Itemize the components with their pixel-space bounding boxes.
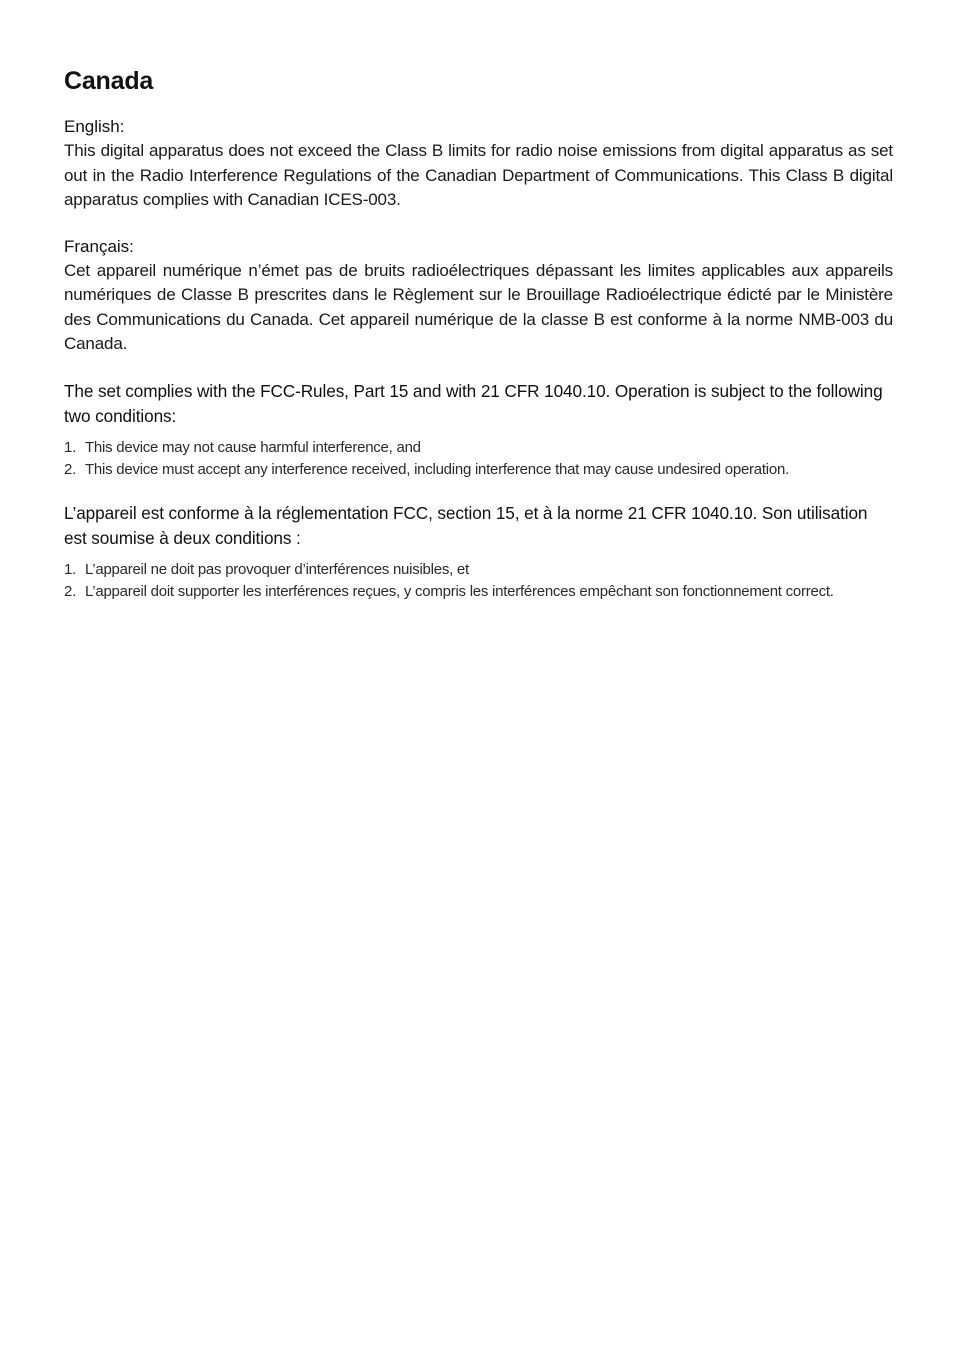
list-item [64, 581, 893, 603]
list-item-number: 1. [64, 560, 77, 578]
document-page [64, 64, 893, 603]
fcc-english-lead: The set complies with the FCC-Rules, Part 15 and with 21 CFR 1040.10. Operation is subject to the following two conditions: [64, 380, 883, 426]
french-section [64, 235, 893, 357]
french-paragraph: Cet appareil numérique n’émet pas de bruits radioélectriques dépassant les limites applicables aux appareils numériques de Classe B prescrites dans le Règlement sur le Brouillage Radioélectrique édicté par le Ministère des Communications du Canada. Cet appareil numérique de la classe B est conforme à la norme NMB-003 du Canada. [64, 260, 893, 353]
fcc-french-lead: L’appareil est conforme à la réglementation FCC, section 15, et à la norme 21 CFR 1040.10. Son utilisation est soumise à deux conditions : [64, 502, 868, 548]
list-item-text: L’appareil ne doit pas provoquer d’interférences nuisibles, et [85, 560, 469, 578]
fcc-french-list [64, 559, 893, 603]
english-label: English: [64, 117, 125, 136]
list-item-number: 2. [64, 460, 77, 478]
list-item-text: This device may not cause harmful interference, and [85, 438, 421, 456]
list-item [64, 459, 893, 481]
english-paragraph: This digital apparatus does not exceed the Class B limits for radio noise emissions from digital apparatus as set out in the Radio Interference Regulations of the Canadian Department of Communications. This Class B digital apparatus complies with Canadian ICES-003. [64, 141, 893, 209]
fcc-english-list [64, 437, 893, 481]
list-item-text: L’appareil doit supporter les interférences reçues, y compris les interférences empêchant son fonctionnement correct. [85, 582, 834, 600]
list-item-number: 2. [64, 582, 77, 600]
list-item [64, 437, 893, 459]
fcc-english-section [64, 379, 893, 481]
list-item-number: 1. [64, 438, 77, 456]
list-item [64, 559, 893, 581]
page-title: Canada [64, 67, 154, 95]
english-section [64, 115, 893, 213]
french-label: Français: [64, 236, 134, 256]
list-item-text: This device must accept any interference received, including interference that may cause undesired operation. [85, 460, 789, 478]
fcc-french-section [64, 501, 893, 603]
